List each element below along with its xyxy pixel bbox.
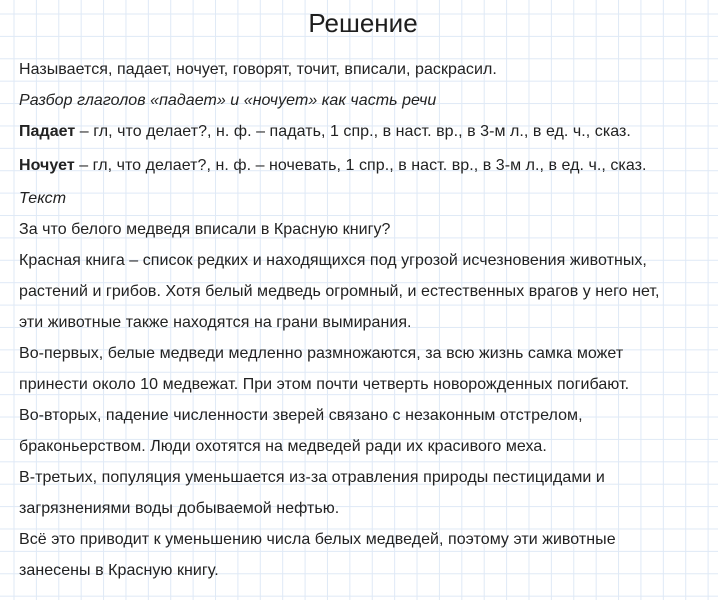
verb-analysis-padaet [19,118,709,152]
verb-term: Падает [19,123,76,140]
text-paragraph-line: занесены в Красную книгу. [19,562,219,579]
text-paragraph-line: Во-вторых, падение численности зверей связано с незаконным отстрелом, [19,407,583,424]
text-title-question: За что белого медведя вписали в Красную книгу? [19,221,391,238]
text-paragraph-line: принести около 10 медвежат. При этом почти четверть новорожденных погибают. [19,376,630,393]
section-heading-verb-analysis: Разбор глаголов «падает» и «ночует» как часть речи [19,92,437,109]
text-paragraph-line: Всё это приводит к уменьшению числа белых медведей, поэтому эти животные [19,531,616,548]
verb-term: Ночует [19,156,75,174]
text-paragraph-line: растений и грибов. Хотя белый медведь огромный, и естественных врагов у него нет, [19,283,660,300]
verb-analysis-text: – гл, что делает?, н. ф. – падать, 1 спр., в наст. вр., в 3-м л., в ед. ч., сказ. [75,123,631,140]
verb-analysis-nochuet [19,152,709,186]
text-paragraph-line: браконьерством. Люди охотятся на медведей ради их красивого меха. [19,438,547,455]
answer-verbs-list: Называется, падает, ночует, говорят, точит, вписали, раскрасил. [19,61,497,78]
text-paragraph-line: загрязнениями воды добываемой нефтью. [19,500,340,517]
text-paragraph-line: эти животные также находятся на грани вымирания. [19,314,412,331]
text-paragraph-line: Во-первых, белые медведи медленно размножаются, за всю жизнь самка может [19,345,624,362]
section-heading-text: Текст [19,190,67,207]
text-paragraph-line: В-третьих, популяция уменьшается из-за отравления природы пестицидами и [19,469,605,486]
text-paragraph-line: Красная книга – список редких и находящихся под угрозой исчезновения животных, [19,252,647,269]
solution-content [19,56,709,588]
verb-analysis-text: – гл, что делает?, н. ф. – ночевать, 1 спр., в наст. вр., в 3-м л., в ед. ч., сказ. [74,156,647,174]
page-title: Решение [308,8,418,38]
